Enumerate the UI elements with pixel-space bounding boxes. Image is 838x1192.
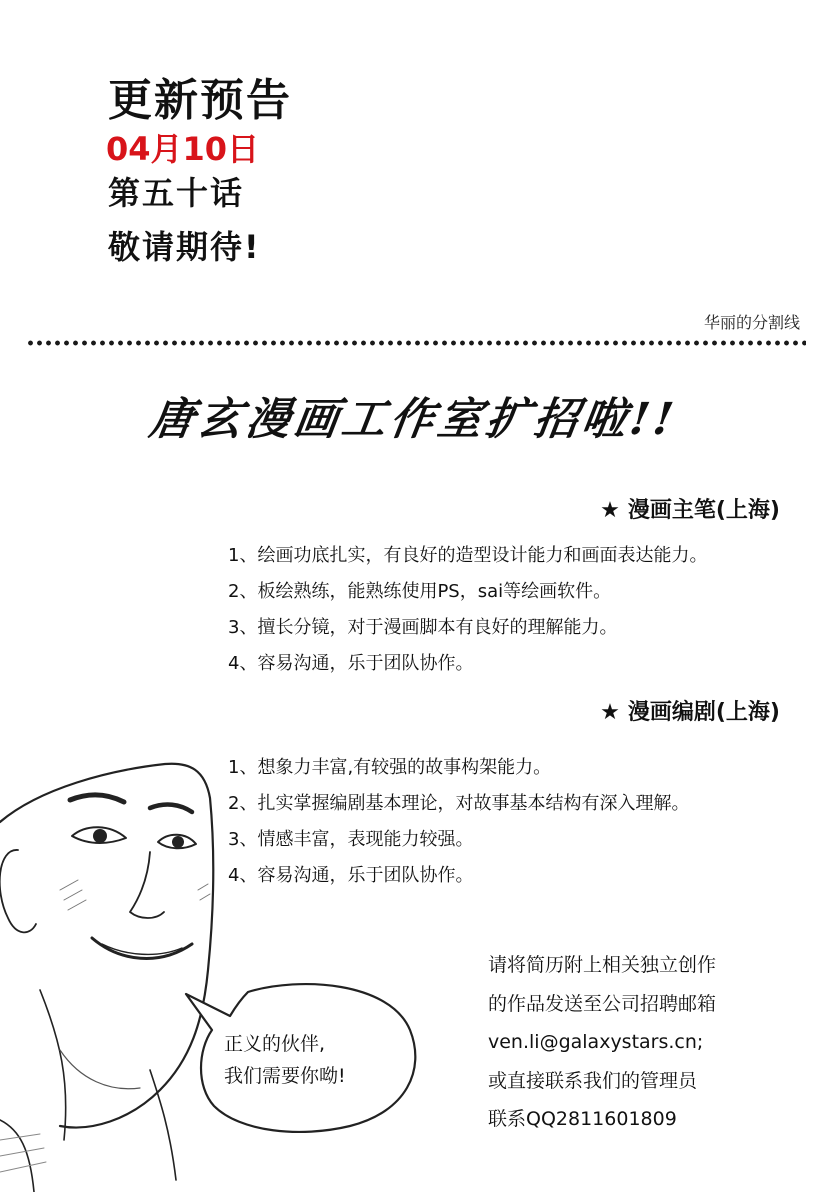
job-heading-writer	[600, 698, 780, 728]
list-item: 3、擅长分镜，对于漫画脚本有良好的理解能力。	[228, 617, 618, 638]
list-item: 1、想象力丰富,有较强的故事构架能力。	[228, 757, 552, 778]
contact-line: 或直接联系我们的管理员	[488, 1069, 698, 1092]
speech-bubble-line: 我们需要你呦!	[224, 1065, 346, 1087]
smiling-character-illustration	[0, 740, 480, 1192]
dotted-divider	[26, 340, 806, 346]
list-item: 1、绘画功底扎实，有良好的造型设计能力和画面表达能力。	[228, 545, 708, 566]
list-item: 3、情感丰富，表现能力较强。	[228, 829, 474, 850]
star-icon: ★	[600, 498, 620, 523]
job-title: 漫画编剧(上海)	[627, 700, 780, 725]
job-title: 漫画主笔(上海)	[627, 498, 780, 523]
list-item: 4、容易沟通，乐于团队协作。	[228, 865, 474, 886]
divider-label: 华丽的分割线	[703, 313, 800, 332]
episode-label: 第五十话	[108, 174, 245, 212]
list-item: 2、板绘熟练，能熟练使用PS，sai等绘画软件。	[228, 581, 612, 602]
contact-line: 请将简历附上相关独立创作	[488, 954, 717, 976]
list-item: 4、容易沟通，乐于团队协作。	[228, 653, 474, 674]
job-heading-artist	[600, 496, 780, 526]
contact-line: 联系QQ2811601809	[488, 1108, 677, 1130]
star-icon: ★	[600, 700, 620, 725]
contact-info	[488, 946, 716, 1139]
speech-bubble-line: 正义的伙伴,	[224, 1033, 326, 1055]
recruit-title: 唐玄漫画工作室扩招啦!!	[146, 394, 681, 445]
update-date: 04月10日	[106, 130, 260, 168]
job-requirements-artist	[228, 538, 707, 682]
contact-line: 的作品发送至公司招聘邮箱	[488, 992, 717, 1015]
contact-line: ven.li@galaxystars.cn;	[488, 1031, 704, 1053]
closing-text: 敬请期待!	[108, 228, 261, 266]
update-notice-title: 更新预告	[108, 75, 292, 126]
speech-bubble-text	[224, 1028, 346, 1092]
list-item: 2、扎实掌握编剧基本理论，对故事基本结构有深入理解。	[228, 793, 690, 814]
